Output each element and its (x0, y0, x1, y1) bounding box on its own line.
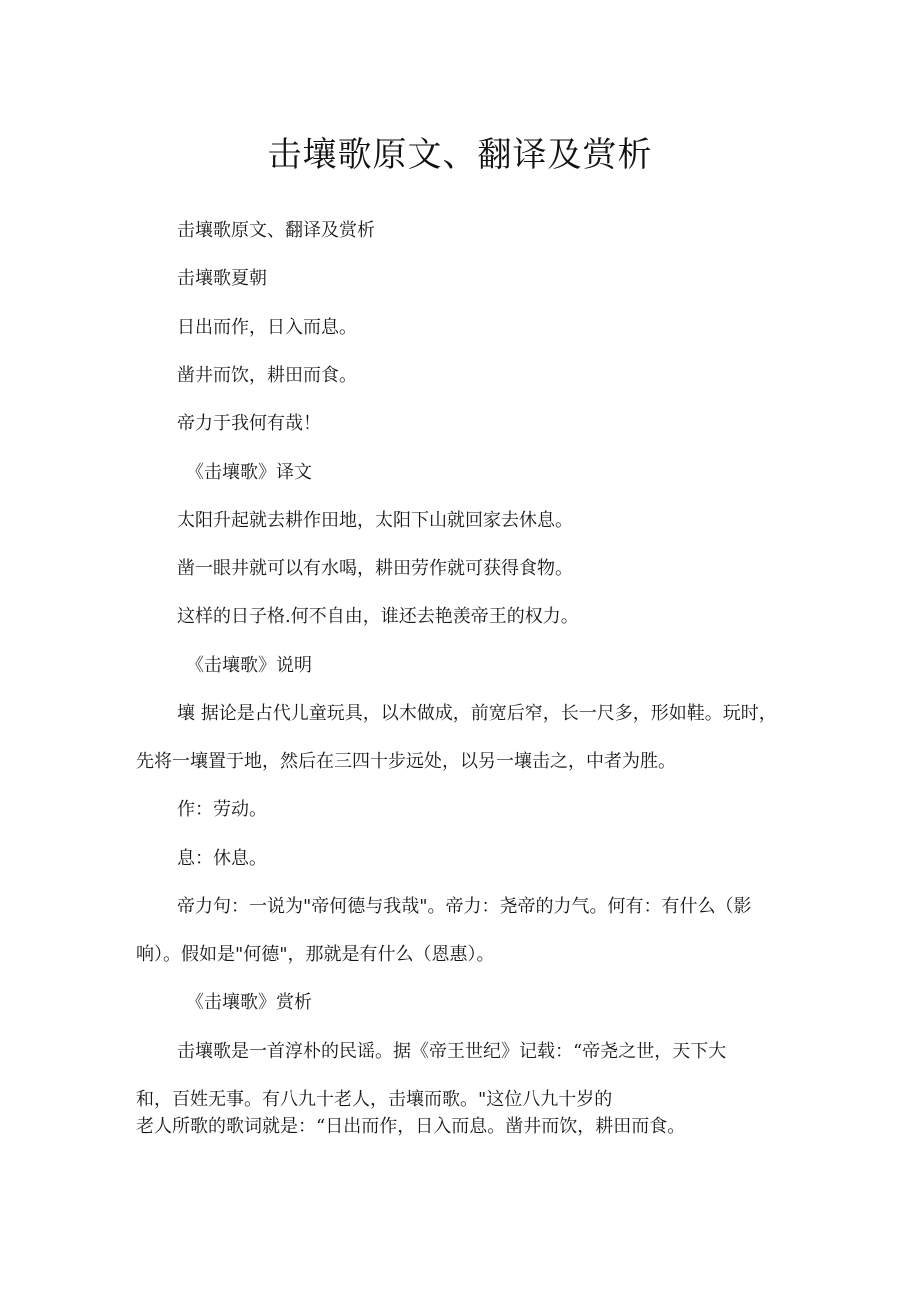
poem-line-1: 日出而作，日入而息。 (177, 317, 357, 338)
poem-line-3: 帝力于我何有哉！ (177, 413, 321, 434)
notes-heading: 《击壤歌》说明 (186, 655, 312, 676)
notes-paragraph-line-2: 先将一壤置于地，然后在三四十步远处，以另一壤击之，中者为胜。 (136, 751, 676, 772)
analysis-heading: 《击壤歌》赏析 (186, 992, 312, 1013)
note-zuo: 作：劳动。 (177, 799, 267, 820)
translation-line-1: 太阳升起就去耕作田地，太阳下山就回家去休息。 (177, 510, 573, 531)
poem-heading: 击壤歌夏朝 (177, 268, 267, 289)
note-xi: 息：休息。 (177, 848, 267, 869)
translation-line-2: 凿一眼井就可以有水喝，耕田劳作就可获得食物。 (177, 558, 573, 579)
note-dili-line-2: 响）。假如是"何德"，那就是有什么（恩惠）。 (136, 944, 495, 965)
analysis-line-1: 击壤歌是一首淳朴的民谣。据《帝王世纪》记载：“帝尧之世，天下大 (177, 1041, 727, 1062)
poem-line-2: 凿井而饮，耕田而食。 (177, 365, 357, 386)
translation-heading: 《击壤歌》译文 (186, 462, 312, 483)
notes-paragraph-line-1: 壤 据论是占代儿童玩具，以木做成，前宽后窄，长一尺多，形如鞋。玩时， (177, 703, 777, 724)
note-dili-line-1: 帝力句：一说为"帝何德与我哉"。帝力：尧帝的力气。何有：有什么（影 (177, 896, 752, 917)
analysis-line-3: 老人所歌的歌词就是：“日出而作，日入而息。凿井而饮，耕田而食。 (136, 1116, 686, 1137)
analysis-line-2: 和，百姓无事。有八九十老人，击壤而歌。"这位八九十岁的 (136, 1089, 613, 1110)
document-title: 击壤歌原文、翻译及赏析 (267, 135, 653, 175)
subtitle-line: 击壤歌原文、翻译及赏析 (177, 220, 375, 241)
translation-line-3: 这样的日子格.何不自由，谁还去艳羡帝王的权力。 (177, 606, 579, 627)
